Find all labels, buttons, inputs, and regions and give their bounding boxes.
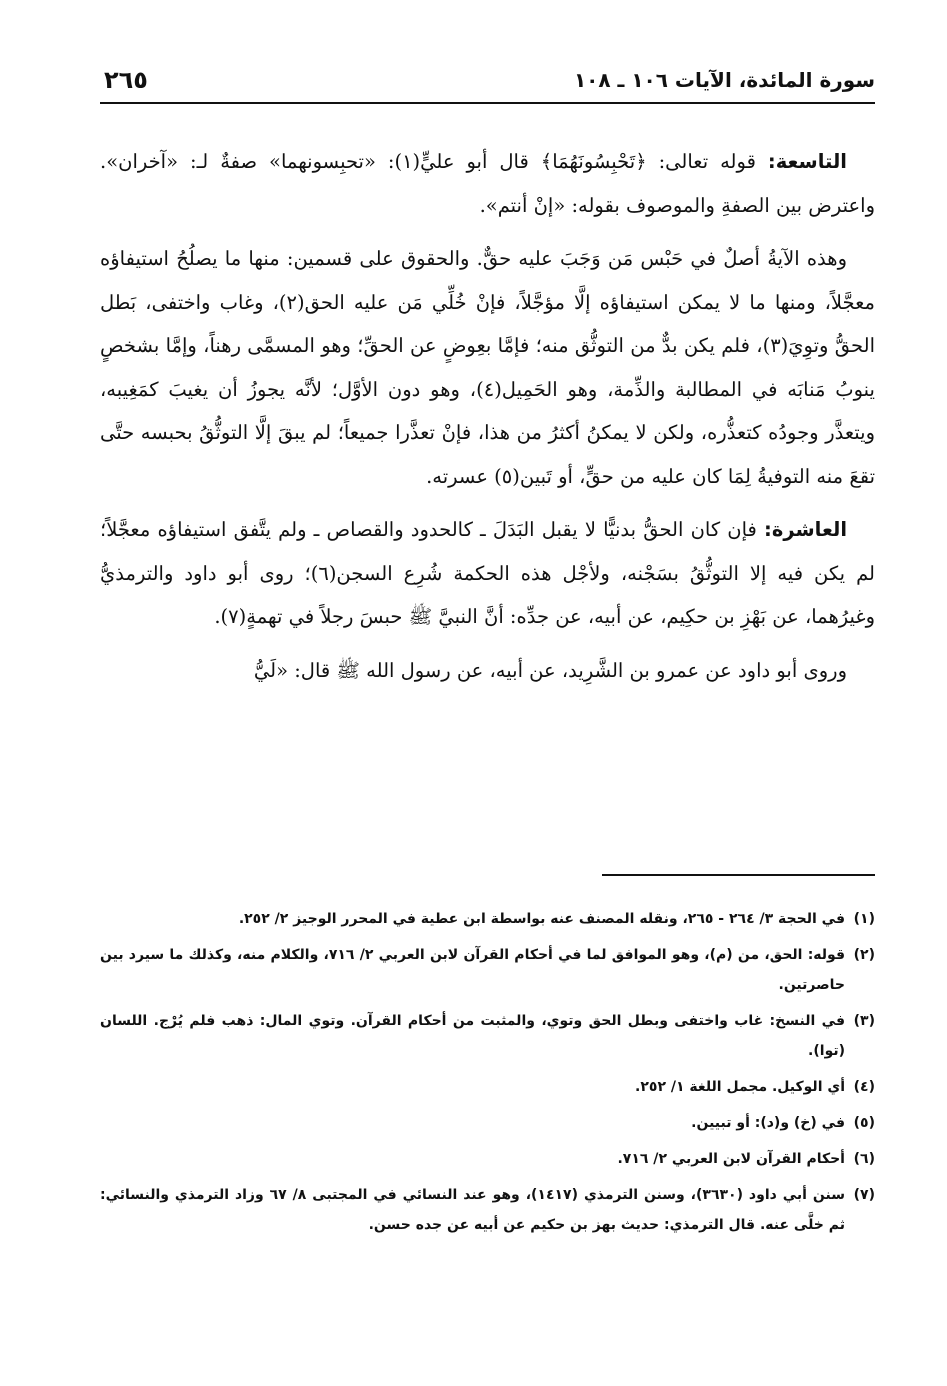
page-number: ٢٦٥	[104, 66, 148, 94]
main-text	[100, 140, 875, 702]
footnote-number: (٣)	[853, 1013, 875, 1029]
paragraph-lead: التاسعة:	[767, 150, 847, 173]
paragraph-hadith	[100, 649, 875, 693]
footnote	[100, 904, 875, 934]
footnote-text: أي الوكيل. مجمل اللغة ١/ ٢٥٢.	[635, 1079, 845, 1095]
running-title: سورة المائدة، الآيات ١٠٦ ـ ١٠٨	[573, 68, 875, 92]
footnote-number: (٥)	[853, 1115, 875, 1131]
footnotes	[100, 904, 875, 1246]
footnote-text: سنن أبي داود (٣٦٣٠)، وسنن الترمذي (١٤١٧)، وهو عند النسائي في المجتبى ٨/ ٦٧ وزاد الترمذي والنسائي: ثم خلَّى عنه. قال الترمذي: حديث بهز بن حكيم عن أبيه عن جده حسن.	[100, 1187, 845, 1233]
paragraph-tenth	[100, 508, 875, 639]
footnote	[100, 1006, 875, 1066]
footnote-number: (٧)	[853, 1187, 875, 1203]
footnote-text: في النسخ: غاب واختفى وبطل الحق وتوي، والمثبت من أحكام القرآن. وتوي المال: ذهب فلم يُرْج. اللسان (توا).	[100, 1013, 845, 1059]
paragraph-rights	[100, 237, 875, 498]
paragraph-text: وهذه الآيةُ أصلٌ في حَبْس مَن وَجَبَ عليه حقٌّ. والحقوق على قسمين: منها ما يصلُحُ استيفاؤه معجَّلاً، ومنها ما لا يمكن استيفاؤه إلَّا مؤجَّلاً، فإنْ خُلِّي مَن عليه الحق(٢)، وغاب واختفى، بَطل الحقُّ وتوِيَ(٣)، فلم يكن بدٌّ من التوثُّق منه؛ فإمَّا بعِوضٍ عن الحقِّ؛ وهو المسمَّى رهناً، وإمَّا بشخصٍ ينوبُ مَنابَه في المطالبة والذِّمة، وهو الحَمِيل(٤)، وهو دون الأوَّل؛ لأنَّه يجوزُ أن يغيبَ كمَغِيبه، ويتعذَّر وجودُه كتعذُّره، ولكن لا يمكنُ أكثرُ من هذا، فإنْ تعذَّرا جميعاً؛ لم يبقَ إلَّا التوثُّقُ بحبسه حتَّى تقعَ منه التوفيةُ لِمَا كان عليه من حقٍّ، أو تَبين(٥) عسرته.	[100, 247, 875, 488]
footnote-text: في (خ) و(د): أو تبيين.	[691, 1115, 845, 1131]
footnote-number: (١)	[853, 911, 875, 927]
footnote-text: في الحجة ٣/ ٢٦٤ - ٢٦٥، ونقله المصنف عنه بواسطة ابن عطية في المحرر الوجيز ٢/ ٢٥٢.	[238, 911, 845, 927]
footnote	[100, 1072, 875, 1102]
footnote	[100, 1144, 875, 1174]
footnote-separator	[602, 874, 875, 876]
paragraph-text: فإن كان الحقُّ بدنيًّا لا يقبل البَدَلَ ـ كالحدود والقصاص ـ ولم يتَّفق استيفاؤه معجَّلاً؛ لم يكن فيه إلا التوثُّقُ بسَجْنه، ولأجْل هذه الحكمة شُرِع السجن(٦)؛ روى أبو داود والترمذيُّ وغيرُهما، عن بَهْزِ بن حكِيم، عن أبيه، عن جدِّه: أنَّ النبيَّ ﷺ حبسَ رجلاً في تهمةٍ(٧).	[100, 518, 875, 628]
footnote	[100, 1180, 875, 1240]
footnote-text: أحكام القرآن لابن العربي ٢/ ٧١٦.	[617, 1151, 845, 1167]
paragraph-ninth	[100, 140, 875, 227]
paragraph-text: وروى أبو داود عن عمرو بن الشَّرِيد، عن أبيه، عن رسول الله ﷺ قال: «لَيُّ	[253, 658, 847, 682]
footnote-number: (٤)	[853, 1079, 875, 1095]
footnote	[100, 940, 875, 1000]
footnote-text: قوله: الحق، من (م)، وهو الموافق لما في أحكام القرآن لابن العربي ٢/ ٧١٦، والكلام منه، وكذلك ما سيرد بين حاصرتين.	[100, 947, 846, 993]
paragraph-text: قوله تعالى: ﴿تَحْبِسُونَهُمَا﴾ قال أبو عليٍّ(١): «تحبِسونهما» صفةٌ لـ: «آخران». واعترض بين الصفةِ والموصوف بقوله: «إنْ أنتم».	[100, 150, 875, 217]
footnote-number: (٦)	[853, 1151, 875, 1167]
footnote	[100, 1108, 875, 1138]
footnote-number: (٢)	[853, 947, 875, 963]
paragraph-lead: العاشرة:	[764, 518, 847, 541]
page-header	[100, 62, 875, 104]
